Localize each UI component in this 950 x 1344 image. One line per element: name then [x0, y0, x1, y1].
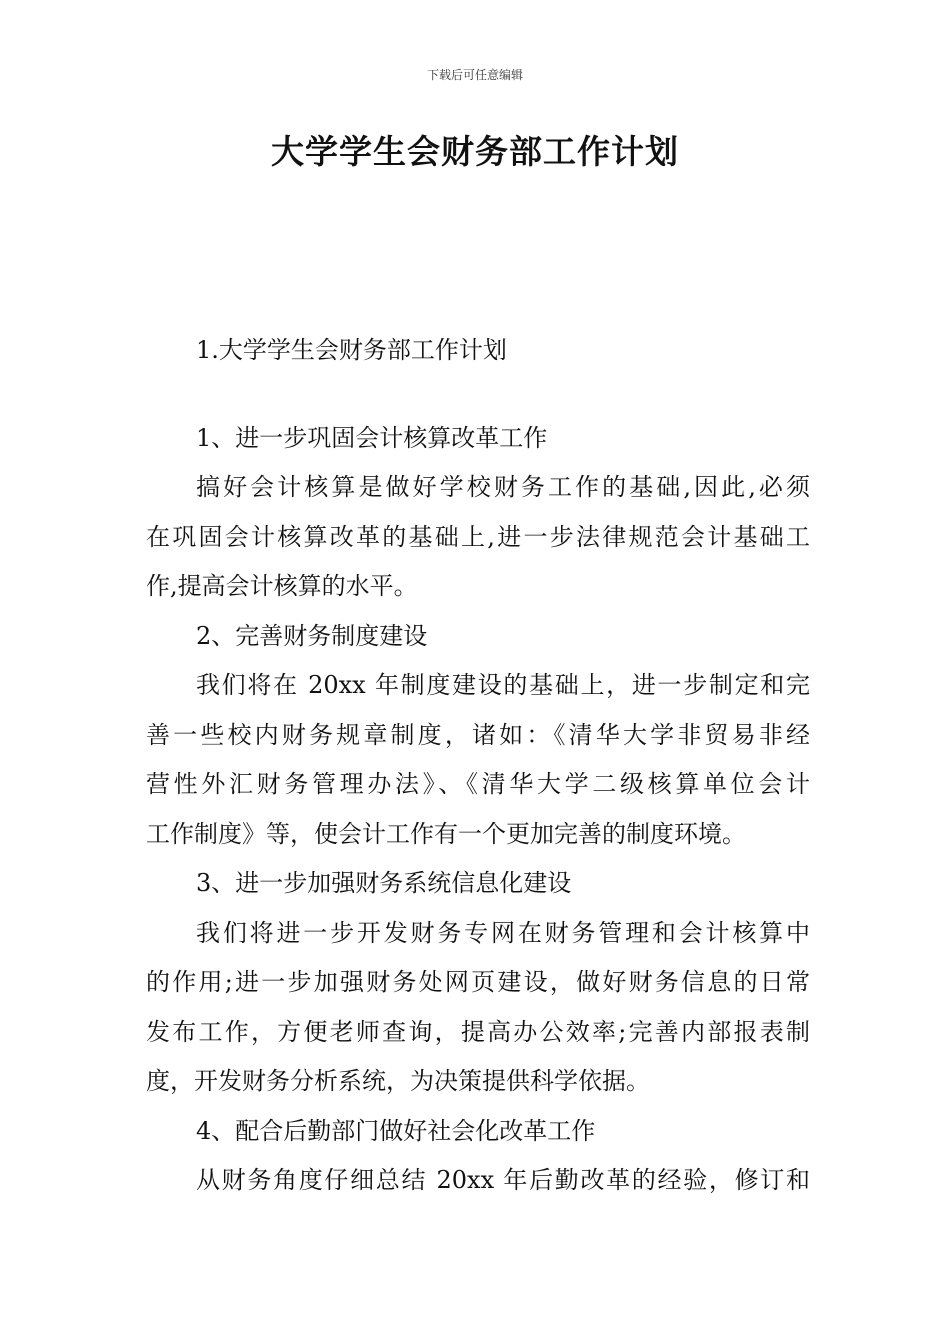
paragraph-3-line-4: 度，开发财务分析系统，为决策提供科学依据。	[146, 1067, 650, 1095]
paragraph-4-line-1: 从财务角度仔细总结 20xx 年后勤改革的经验，修订和	[196, 1166, 810, 1194]
paragraph-3-line-1: 我们将进一步开发财务专网在财务管理和会计核算中	[196, 918, 810, 947]
spacer	[146, 376, 810, 414]
paragraph-3-line-2: 的作用;进一步加强财务处网页建设，做好财务信息的日常	[146, 968, 810, 996]
paragraph-2-line-3: 营性外汇财务管理办法》、《清华大学二级核算单位会计	[146, 770, 810, 798]
paragraph-2-line-4: 工作制度》等，使会计工作有一个更加完善的制度环境。	[146, 819, 746, 848]
paragraph-2-line-2: 善一些校内财务规章制度，诸如：《清华大学非贸易非经	[146, 720, 810, 749]
paragraph-2-line-1: 我们将在 20xx 年制度建设的基础上，进一步制定和完	[196, 671, 810, 699]
item-heading-4: 4、配合后勤部门做好社会化改革工作	[196, 1116, 596, 1145]
paragraph-3-line-3: 发布工作，方便老师查询，提高办公效率;完善内部报表制	[146, 1017, 810, 1046]
section-heading: 1.大学学生会财务部工作计划	[196, 336, 507, 364]
paragraph-1-line-2: 在巩固会计核算改革的基础上,进一步法律规范会计基础工	[146, 522, 810, 551]
paragraph-1-line-3: 作,提高会计核算的水平。	[146, 572, 418, 600]
item-heading-3: 3、进一步加强财务系统信息化建设	[196, 869, 572, 897]
document-body	[146, 326, 810, 1206]
item-heading-1: 1、进一步巩固会计核算改革工作	[196, 423, 548, 452]
item-heading-2: 2、完善财务制度建设	[196, 621, 428, 650]
document-title: 大学学生会财务部工作计划	[271, 132, 679, 171]
header-note: 下载后可任意编辑	[426, 68, 523, 82]
paragraph-1-line-1: 搞好会计核算是做好学校财务工作的基础,因此,必须	[196, 473, 810, 501]
